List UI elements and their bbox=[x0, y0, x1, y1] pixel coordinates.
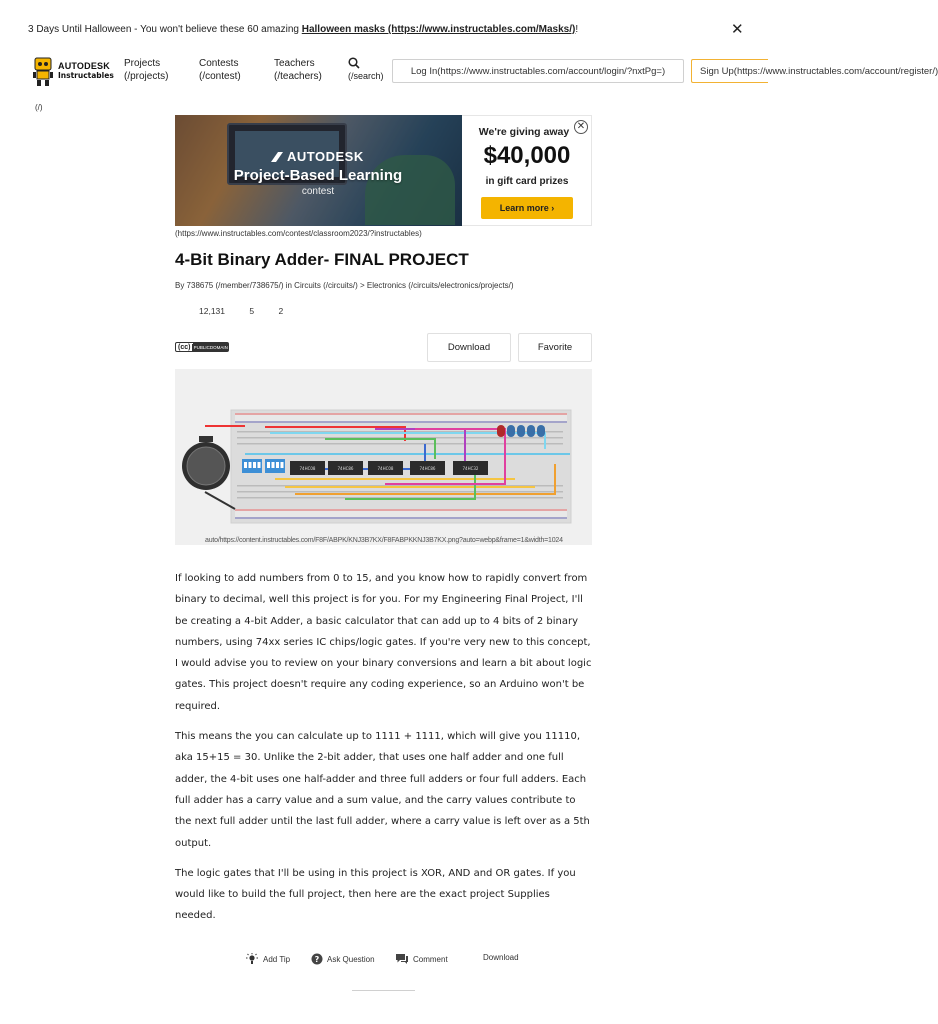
article-body bbox=[175, 568, 593, 936]
search-icon bbox=[348, 57, 360, 69]
robot-logo-icon bbox=[32, 54, 54, 88]
logo-word-autodesk: AUTODESK bbox=[58, 61, 110, 71]
download-action-button[interactable] bbox=[483, 953, 519, 962]
comment-icon bbox=[395, 953, 409, 965]
nav-projects-path: (/projects) bbox=[124, 71, 169, 82]
banner-text bbox=[28, 24, 578, 35]
ad-subtitle: contest bbox=[301, 186, 335, 197]
body-paragraph: The logic gates that I'll be using in this project is XOR, AND and OR gates. If you would like to build the full project, then here are the exact project Supplies needed. bbox=[175, 867, 576, 922]
chip-label: 74HC08 bbox=[299, 466, 316, 471]
ad-offer-panel bbox=[462, 115, 592, 226]
favorites-count: 5 bbox=[249, 306, 255, 316]
add-tip-button[interactable] bbox=[245, 953, 290, 965]
byline[interactable]: By 738675 (/member/738675/) in Circuits (/circuits/) > Electronics (/circuits/electronics/projects/) bbox=[175, 281, 514, 290]
ask-question-label: Ask Question bbox=[327, 954, 375, 964]
svg-text:?: ? bbox=[314, 955, 320, 964]
banner-suffix: ! bbox=[575, 24, 579, 35]
ad-url[interactable]: (https://www.instructables.com/contest/classroom2023/?instructables) bbox=[175, 229, 422, 238]
breadboard-circuit-image bbox=[175, 369, 592, 545]
ask-question-button[interactable] bbox=[311, 953, 375, 965]
ad-prizes-text: in gift card prizes bbox=[485, 176, 569, 187]
learn-more-button[interactable]: Learn more › bbox=[481, 197, 573, 219]
contest-ad[interactable] bbox=[175, 115, 592, 226]
login-button[interactable]: Log In(https://www.instructables.com/account/login/?nxtPg=) bbox=[392, 59, 684, 83]
download-button[interactable]: Download bbox=[427, 333, 511, 362]
footer-divider bbox=[352, 990, 415, 991]
nav-projects-label: Projects bbox=[124, 58, 161, 69]
article-stats bbox=[199, 306, 305, 316]
chip-label: 74HC86 bbox=[337, 466, 354, 471]
comment-label: Comment bbox=[413, 954, 448, 964]
nav-teachers-label: Teachers bbox=[274, 58, 315, 69]
nav-contests[interactable] bbox=[199, 57, 241, 83]
page-title: 4-Bit Binary Adder- FINAL PROJECT bbox=[175, 250, 469, 269]
nav-teachers-path: (/teachers) bbox=[274, 71, 322, 82]
ad-amount: $40,000 bbox=[483, 142, 571, 169]
banner-link[interactable]: Halloween masks (https://www.instructables.com/Masks/) bbox=[301, 24, 576, 35]
nav-projects[interactable] bbox=[124, 57, 168, 83]
nav-teachers[interactable] bbox=[274, 57, 322, 83]
ad-giving-text: We're giving away bbox=[478, 126, 570, 138]
announcement-banner bbox=[0, 0, 768, 44]
favorite-button[interactable]: Favorite bbox=[518, 333, 592, 362]
views-count: 12,131 bbox=[199, 306, 225, 316]
search-path: (/search) bbox=[348, 71, 384, 81]
body-paragraph: This means the you can calculate up to 1111 + 1111, which will give you 11110, aka 15+15 = 30. Unlike the 2-bit adder, that uses one half adder and one full adder, the 4-bit uses one half-adder and three full adders or four full adders. Each full adder has a carry value and a sum value, and the carry values contribute to the next full adder until the last full adder, where a carry value is left over as a 5th output. bbox=[175, 731, 590, 849]
ad-headline: Project-Based Learning bbox=[233, 167, 403, 184]
question-icon bbox=[311, 953, 323, 965]
site-logo[interactable] bbox=[32, 54, 122, 98]
nav-contests-path: (/contest) bbox=[199, 71, 241, 82]
logo-path: (/) bbox=[35, 103, 43, 112]
chip-label: 74HC86 bbox=[419, 466, 436, 471]
top-nav bbox=[0, 48, 938, 112]
license-label: PUBLICDOMAIN bbox=[193, 344, 228, 350]
logo-word-instructables: Instructables bbox=[58, 71, 114, 80]
comments-count: 2 bbox=[278, 306, 284, 316]
action-bar bbox=[0, 950, 768, 970]
comment-button[interactable] bbox=[395, 953, 448, 965]
hero-image-caption: auto/https://content.instructables.com/F8F/ABPK/KNJ3B7KX/F8FABPKKNJ3B7KX.png?auto=webp&frame=1&width=1024 bbox=[205, 537, 563, 544]
autodesk-logo-icon bbox=[271, 152, 283, 162]
search-button[interactable] bbox=[348, 57, 388, 81]
lightbulb-icon bbox=[245, 953, 259, 965]
add-tip-label: Add Tip bbox=[263, 954, 291, 964]
signup-button[interactable]: Sign Up(https://www.instructables.com/account/register/) bbox=[691, 59, 768, 83]
body-paragraph: If looking to add numbers from 0 to 15, and you know how to rapidly convert from binary to decimal, well this project is for you. For my Engineering Final Project, I'll be creating a 4-bit Adder, a basic calculator that can add up to 4 bits of 2 binary numbers, using 74xx series IC chips/logic gates. If you're very new to this concept, I would advise you to review on your binary conversions and learn a bit about logic gates. This project doesn't require any coding experience, so an Arduino won't be required. bbox=[175, 573, 592, 712]
nav-contests-label: Contests bbox=[199, 58, 239, 69]
ad-brand bbox=[271, 149, 364, 164]
hero-image[interactable] bbox=[175, 369, 592, 545]
banner-prefix: 3 Days Until Halloween - You won't believe these 60 amazing bbox=[28, 24, 302, 35]
license-cc-icon: (cc) bbox=[176, 344, 193, 351]
chip-label: 74HC08 bbox=[377, 466, 394, 471]
ad-brand-label: AUTODESK bbox=[287, 149, 364, 164]
chip-label: 74HC32 bbox=[462, 466, 479, 471]
download-action-label: Download bbox=[483, 953, 519, 962]
license-badge[interactable] bbox=[175, 342, 229, 352]
close-icon[interactable]: ✕ bbox=[731, 21, 744, 38]
ad-close-icon[interactable]: ✕ bbox=[574, 120, 588, 134]
